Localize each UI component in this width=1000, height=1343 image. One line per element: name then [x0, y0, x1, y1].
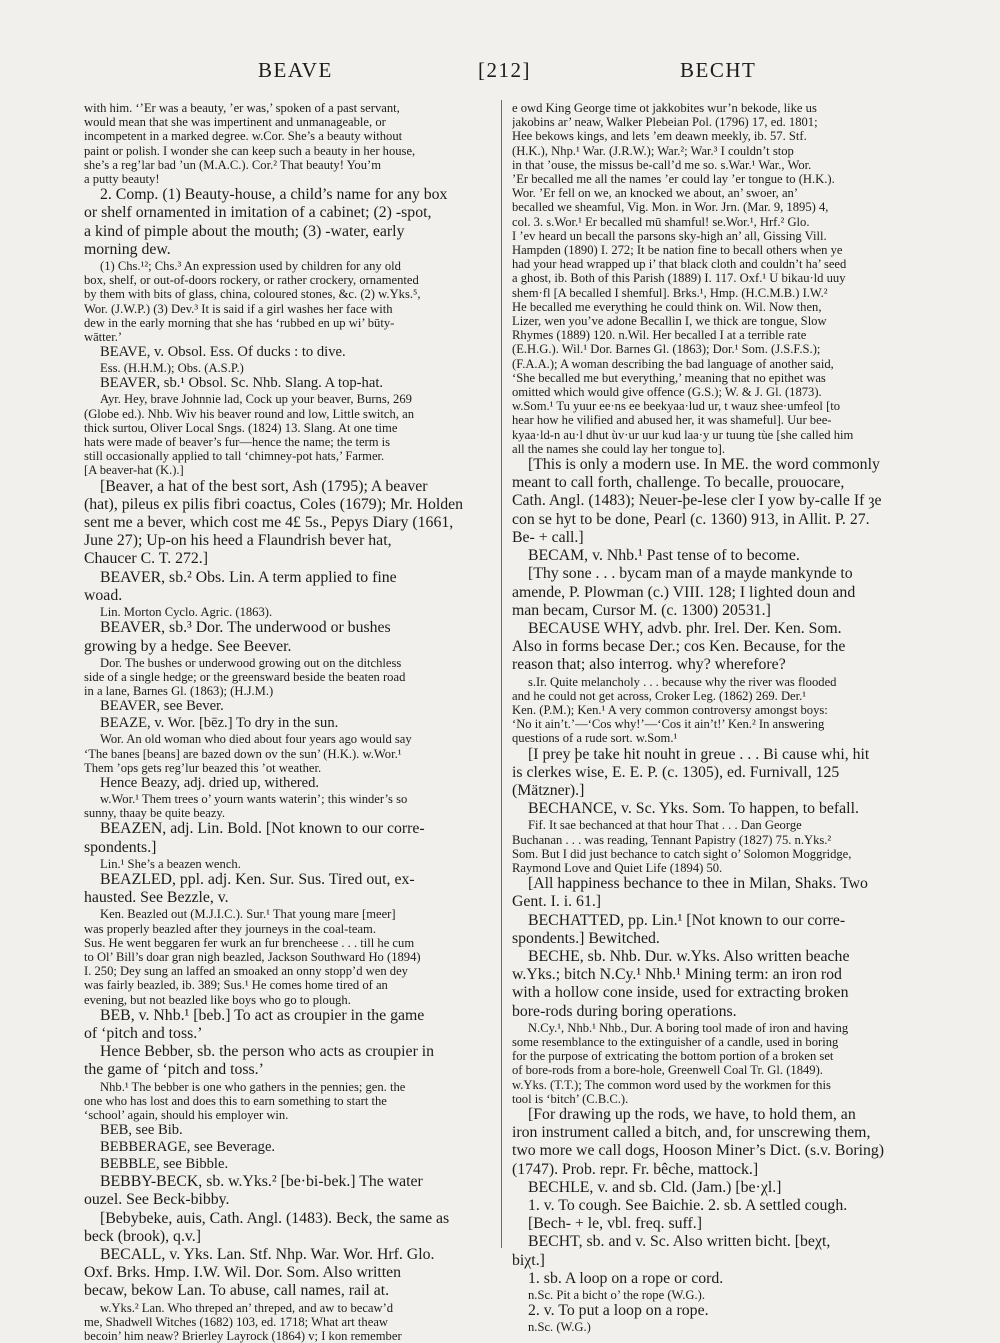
text-line: (Globe ed.). Nhb. Wiv his beaver round and low, Little switch, an [84, 406, 415, 421]
text-line: woad. [84, 586, 123, 604]
text-line: some resemblance to the extinguisher of a candle, used in boring [512, 1034, 839, 1049]
text-line: a kind of pimple about the mouth; (3) -water, early [84, 222, 405, 240]
text-line: evening, but not beazled like boys who go to plough. [84, 992, 351, 1007]
text-line: was fairly beazled, ib. 389; Sus.¹ He comes home tired of an [84, 978, 388, 993]
text-line: Hee bekows kings, and lets ’em deawn meekly, ib. 57. Stf. [512, 129, 807, 144]
text-line: becaw, bekow Lan. To abuse, call names, rail at. [84, 1282, 390, 1300]
text-line: in a lane, Barnes Gl. (1863); (H.J.M.) [84, 684, 274, 699]
text-line: Be- + call.] [512, 528, 584, 546]
text-line: to Ol’ Bill’s doar gran nigh beazled, Jackson Southward Ho (1894) [84, 949, 421, 964]
text-line: Ayr. Hey, brave Johnnie lad, Cock up your beaver, Burns, 269 [100, 392, 412, 407]
text-line: s.Ir. Quite melancholy . . . because why the river was flooded [528, 674, 837, 689]
text-line: Fif. It sae bechanced at that hour That . . . Dan George [528, 818, 802, 833]
text-line: a putty beauty! [84, 172, 160, 187]
text-line: Chaucer C. T. 272.] [84, 550, 209, 568]
text-line: [For drawing up the rods, we have, to hold them, an [528, 1106, 856, 1123]
text-line: n.Sc. Pit a bicht o’ the rope (W.G.). [528, 1288, 705, 1303]
text-line: Ken. (P.M.); Ken.¹ A very common controversy amongst boys: [512, 702, 828, 717]
text-line: Ken. Beazled out (M.J.I.C.). Sur.¹ That young mare [meer] [100, 907, 396, 922]
text-line: iron instrument called a bitch, and, for unscrewing them, [512, 1124, 871, 1142]
text-line: wātter.’ [84, 330, 123, 345]
text-line: Hence Bebber, sb. the person who acts as croupier in [100, 1043, 435, 1061]
text-line: side of a single hedge; or the greensward beside the beaten road [84, 669, 406, 684]
text-line: had your head wrapped up i’ that black cloth and couldn’t ha’ seed [512, 257, 847, 272]
text-line: w.Yks.² Lan. Who threped an’ threped, and aw to becaw’d [100, 1300, 394, 1315]
text-line: BEB, see Bib. [100, 1122, 183, 1139]
text-line: 2. v. To put a loop on a rope. [528, 1302, 709, 1320]
text-line: a ghost, ib. Both of this Parish (1889) I. 117. Oxf.¹ U bikau·ld uuy [512, 271, 846, 286]
text-line: BEBBY-BECK, sb. w.Yks.² [be·bi-bek.] The water [100, 1173, 423, 1191]
text-line: box, shelf, or out-of-doors rockery, or rather crockery, ornamented [84, 273, 419, 288]
text-line: Wor. (J.W.P.) (3) Dev.³ It is said if a girl washes her face with [84, 301, 393, 316]
text-line: w.Wor.¹ Them trees o’ yourn wants waterin’; this winder’s so [100, 791, 408, 806]
text-line: (hat), pileus ex pilis fibri coactus, Coles (1679); Mr. Holden [84, 495, 464, 513]
text-line: shem·fl [A becalled I shemful]. Brks.¹, Hmp. (H.C.M.B.) I.W.² [512, 285, 828, 300]
text-line: 2. Comp. (1) Beauty-house, a child’s name for any box [100, 186, 448, 204]
text-line: [Thy sone . . . bycam man of a mayde mankynde to [528, 565, 853, 583]
text-line: was properly beazled after they journeys in the coal-team. [84, 921, 376, 936]
left-running-headword: BEAVE [258, 58, 333, 82]
text-line: BEAVER, sb.³ Dor. The underwood or bushes [100, 619, 391, 637]
text-line: I. 250; Dey sung an laffed an smoaked an onny stopp’d wen dey [84, 964, 408, 979]
text-line: (H.K.), Nhp.¹ War. (J.R.W.); War.²; War.³ I couldn’t stop [512, 143, 794, 158]
text-line: BEAVE, v. Obsol. Ess. Of ducks : to dive. [100, 344, 346, 361]
text-line: would mean that she was impertinent and unmanageable, or [84, 115, 386, 130]
text-line: [Bebybeke, auis, Cath. Angl. (1483). Beck, the same as [100, 1209, 450, 1227]
text-line: me, Shadwell Witches (1682) 103, ed. 1718; What art theaw [84, 1314, 389, 1329]
column-divider [501, 100, 502, 1248]
text-line: the game of ‘pitch and toss.’ [84, 1061, 264, 1079]
text-line: man becam, Cursor M. (c. 1300) 20531.] [512, 601, 771, 619]
text-line: N.Cy.¹, Nhb.¹ Nhb., Dur. A boring tool made of iron and having [528, 1020, 849, 1035]
text-line: Lizer, wen you’ve adone Becallin I, we thick are tongue, Slow [512, 314, 827, 329]
text-line: BEBBLE, see Bibble. [100, 1156, 229, 1173]
text-line: of ‘pitch and toss.’ [84, 1024, 203, 1042]
text-line: becoin’ him neaw? Brierley Layrock (1864) v; I kon remember [84, 1329, 402, 1343]
text-line: two more we call dogs, Hooson Miner’s Dict. (s.v. Boring) [512, 1142, 885, 1160]
left-column [84, 101, 490, 1343]
text-line: Gent. I. i. 61.] [512, 893, 602, 911]
text-line: BECHATTED, pp. Lin.¹ [Not known to our corre- [528, 911, 846, 929]
text-line: (E.H.G.). Wil.¹ Dor. Barnes Gl. (1863); Dor.¹ Som. (J.S.F.S.); [512, 342, 821, 357]
text-line: is clerkes wise, E. E. P. (c. 1305), ed. Furnivall, 125 [512, 763, 840, 781]
text-line: Hence Beazy, adj. dried up, withered. [100, 774, 320, 791]
text-line: bore-rods during boring operations. [512, 1002, 737, 1020]
text-line: [Bech- + le, vbl. freq. suff.] [528, 1215, 702, 1233]
text-line: He becalled me everything he could think on. Wil. Now then, [512, 299, 822, 314]
text-line: w.Yks. (T.T.); The common word used by the workmen for this [512, 1077, 831, 1092]
text-line: (Mätzner).] [512, 781, 585, 799]
text-line: BECALL, v. Yks. Lan. Stf. Nhp. War. Wor. Hrf. Glo. [100, 1246, 435, 1263]
text-line: morning dew. [84, 240, 171, 258]
text-line: col. 3. s.Wor.¹ Er becalled mū shamful! se.Wor.¹, Hrf.² Glo. [512, 214, 810, 229]
text-line: growing by a hedge. See Beever. [84, 637, 292, 655]
text-line: hear how he vilified and abused her, it was shameful]. Uur bee- [512, 413, 832, 428]
text-line: hausted. See Bezzle, v. [84, 889, 229, 907]
text-line: incompetent in a marked degree. w.Cor. She’s a beauty without [84, 129, 403, 144]
text-line: spondents.] Bewitched. [512, 929, 660, 947]
text-line: w.Yks.; bitch N.Cy.¹ Nhb.¹ Mining term: an iron rod [512, 966, 842, 984]
text-line: meant to call forth, challenge. To becalle, prouocare, [512, 474, 845, 492]
text-line: Lin.¹ She’s a beazen wench. [100, 856, 241, 871]
text-line: BEAZLED, ppl. adj. Ken. Sur. Sus. Tired out, ex- [100, 870, 415, 888]
text-line: BEAZEN, adj. Lin. Bold. [Not known to our corre- [100, 820, 425, 838]
text-line: becalled we sheamful, Vig. Mon. in Wor. Jrn. (Mar. 9, 1895) 4, [512, 200, 829, 215]
text-line: Hampden (1890) I. 272; It be nation fine to becall others when ye [512, 243, 843, 258]
text-line: ’Er becalled me all the names ’er could lay ’er tongue to (H.K.). [512, 172, 835, 187]
text-line: BEAZE, v. Wor. [bēz.] To dry in the sun. [100, 715, 339, 732]
text-line: June 27); Up-on his heed a Flaundrish bever hat, [84, 532, 392, 550]
text-line: and he could not get across, Croker Leg. (1862) 269. Der.¹ [512, 688, 807, 703]
text-line: (1) Chs.¹²; Chs.³ An expression used by children for any old [100, 259, 401, 274]
text-line: Cath. Angl. (1483); Neuer-þe-lese cler I yow by-calle If ȝe [512, 492, 882, 510]
text-line: Sus. He went beggaren fer wurk an fur brencheese . . . till he cum [84, 935, 415, 950]
text-line: one who has lost and does this to earn something to start the [84, 1093, 387, 1108]
text-line: sunny, thaay be quite beazy. [84, 806, 226, 821]
text-line: of bore-rods from a bore-hole, Greenwell Coal Tr. Gl. (1849). [512, 1063, 823, 1078]
text-line: Also in forms becase Der.; cos Ken. Because, for the [512, 638, 846, 656]
text-line: omitted which would give offence (G.S.); W. & J. Gl. (1873). [512, 385, 822, 400]
text-line: Raymond Love and Quiet Life (1894) 50. [512, 860, 723, 875]
text-line: [I prey þe take hit nouht in greue . . . Bi cause whi, hit [528, 745, 870, 763]
right-column [512, 101, 918, 1335]
text-line: with him. ‘’Er was a beauty, ’er was,’ spoken of a past servant, [84, 101, 400, 115]
text-line: Som. But I did just bechance to catch sight o’ Solomon Moggridge, [512, 846, 852, 861]
text-line: spondents.] [84, 838, 157, 856]
text-line: Nhb.¹ The bebber is one who gathers in the pennies; gen. the [100, 1079, 406, 1094]
text-line: questions of a rude sort. w.Som.¹ [512, 731, 678, 746]
text-line: for the purpose of extricating the bottom portion of a broken set [512, 1049, 834, 1064]
text-line: [A beaver-hat (K.).] [84, 463, 184, 478]
text-line: Wor. An old woman who died about four years ago would say [100, 732, 412, 747]
text-line: BECHT, sb. and v. Sc. Also written bicht. [beχt, [528, 1233, 831, 1251]
text-line: with a hollow cone inside, used for extracting broken [512, 984, 849, 1002]
text-line: I ’ev heard un becall the parsons sky-high an’ all, Gissing Vill. [512, 228, 827, 243]
text-line: she’s a reg’lar bad ’un (M.A.C.). Cor.² That beauty! You’m [84, 157, 381, 172]
text-line: ouzel. See Beck-bibby. [84, 1191, 230, 1209]
text-line: thick surtou, Oliver Local Sngs. (1824) 13. Slang. At one time [84, 420, 398, 435]
text-line: hats were made of beaver’s fur—hence the name; the term is [84, 435, 391, 450]
text-line: Oxf. Brks. Hmp. I.W. Wil. Dor. Som. Also written [84, 1264, 402, 1282]
text-line: BECHE, sb. Nhb. Dur. w.Yks. Also written beache [528, 947, 850, 965]
text-line: (1747). Prob. repr. Fr. bêche, mattock.] [512, 1160, 759, 1178]
text-line: all the names she could lay her tongue to]. [512, 441, 725, 456]
text-line: reason that; also interrog. why? wherefore? [512, 656, 786, 674]
page-number: [212] [478, 58, 531, 82]
text-line: 1. v. To cough. See Baichie. 2. sb. A settled cough. [528, 1197, 848, 1215]
text-line: beck (brook), q.v.] [84, 1227, 201, 1245]
text-line: in that ’ouse, the missus be-call’d me so. s.War.¹ War., Wor. [512, 157, 812, 172]
text-line: tool is ‘bitch’ (C.B.C.). [512, 1091, 629, 1106]
text-line: Them ’ops gets reg’lur beazed this ’ot weather. [84, 760, 322, 775]
text-line: ‘She becalled me but everything,’ meaning that no epithet was [512, 370, 826, 385]
text-line: e owd King George time ot jakkobites wur’n bekode, like us [512, 101, 817, 115]
text-line: biχt.] [512, 1251, 545, 1269]
text-line: BECHANCE, v. Sc. Yks. Som. To happen, to befall. [528, 800, 859, 818]
text-line: BEAVER, sb.² Obs. Lin. A term applied to fine [100, 568, 397, 586]
text-line: ‘No it ain’t.’—‘Cos why!’—‘Cos it ain’t!’ Ken.² In answering [512, 717, 825, 732]
text-line: [This is only a modern use. In ME. the word commonly [528, 456, 880, 474]
text-line: BEAVER, sb.¹ Obsol. Sc. Nhb. Slang. A top-hat. [100, 375, 384, 392]
text-line: jakobins ar’ neaw, Walker Plebeian Pol. (1796) 17, ed. 1801; [512, 115, 818, 130]
text-line: n.Sc. (W.G.) [528, 1320, 591, 1335]
text-line: or shelf ornamented in imitation of a cabinet; (2) -spot, [84, 204, 432, 222]
text-line: sent me a bever, which cost me 4£ 5s., Pepys Diary (1661, [84, 514, 454, 532]
text-line: kyaa·ld-n au·l dhut ùv·ur uur kud laa·y ur tuung tùe [she called him [512, 427, 854, 442]
text-line: ‘school’ again, should his employer win. [84, 1107, 289, 1122]
text-line: [All happiness bechance to thee in Milan, Shaks. Two [528, 875, 868, 893]
text-line: (F.A.A.); A woman describing the bad language of another said, [512, 356, 834, 371]
text-line: BECAM, v. Nhb.¹ Past tense of to become. [528, 547, 800, 565]
text-line: Buchanan . . . was reading, Tennant Papistry (1827) 75. n.Yks.² [512, 832, 832, 847]
text-line: paint or polish. I wonder she can keep such a beauty in her house, [84, 143, 416, 158]
text-line: 1. sb. A loop on a rope or cord. [528, 1269, 724, 1287]
text-line: Dor. The bushes or underwood growing out on the ditchless [100, 655, 402, 670]
text-line: BEB, v. Nhb.¹ [beb.] To act as croupier in the game [100, 1006, 425, 1024]
text-line: dew in the early morning that she has ‘rubbed en up wi’ būty- [84, 315, 395, 330]
text-line: BECHLE, v. and sb. Cld. (Jam.) [be·χl.] [528, 1178, 782, 1196]
text-line: BEBBERAGE, see Beverage. [100, 1139, 276, 1156]
text-line: BECAUSE WHY, advb. phr. Irel. Der. Ken. Som. [528, 619, 842, 637]
text-line: by them with bits of glass, china, coloured stones, &c. (2) w.Yks.⁵, [84, 287, 421, 302]
text-line: [Beaver, a hat of the best sort, Ash (1795); A beaver [100, 477, 428, 495]
text-line: still occasionally applied to tall ‘chimney-pot hats,’ Farmer. [84, 449, 385, 464]
text-line: Lin. Morton Cyclo. Agric. (1863). [100, 605, 273, 620]
text-line: Ess. (H.H.M.); Obs. (A.S.P.) [100, 361, 244, 376]
text-line: amende, P. Plowman (c.) VIII. 128; I lighted doun and [512, 583, 856, 601]
text-line: BEAVER, see Bever. [100, 698, 224, 715]
page-header [80, 58, 940, 90]
text-line: Rhymes (1889) 120. n.Wil. Her becalled I at a terrible rate [512, 328, 807, 343]
text-line: Wor. ’Er fell on we, an knocked we about, an’ swoer, an’ [512, 186, 799, 201]
right-running-headword: BECHT [680, 58, 757, 82]
text-line: w.Som.¹ Tu yuur ee·ns ee beekyaa·lud ur, t wauz shee·umfeol [to [512, 399, 841, 414]
text-line: con se hyt to be done, Pearl (c. 1360) 913, in Allit. P. 27. [512, 510, 870, 528]
text-line: ‘The banes [beans] are bazed down ov the sun’ (H.K.). w.Wor.¹ [84, 746, 402, 761]
